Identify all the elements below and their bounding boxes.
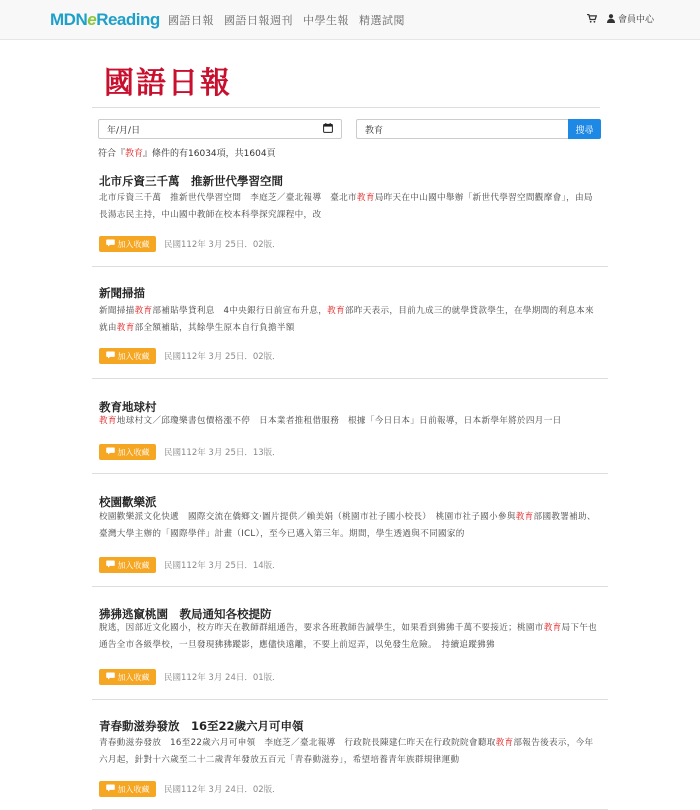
article-excerpt (99, 620, 601, 654)
article-title[interactable]: 校園歡樂派 (99, 495, 157, 509)
article-excerpt (99, 303, 601, 337)
article-meta (99, 236, 281, 252)
summary-keyword: 教育 (125, 149, 144, 159)
excerpt-text: 部補貼學貸利息 4中央銀行日前宣布升息， (152, 306, 328, 316)
add-favorite-button[interactable] (99, 669, 156, 685)
excerpt-text: 部昨天表示，目前九成三的就學貸款學生，在學期間的利息本來就由 (99, 306, 594, 333)
nav-links (168, 12, 405, 28)
cart-icon[interactable] (587, 14, 597, 23)
article-meta (99, 348, 281, 364)
article-item (92, 379, 608, 474)
article-date-page: 民國112年 3月 25日．02版． (164, 352, 281, 362)
nav-link-secondary-student[interactable]: 中學生報 (303, 14, 349, 27)
article-date-page: 民國112年 3月 25日．02版． (164, 240, 281, 250)
article-item (92, 587, 608, 700)
article-item (92, 700, 608, 810)
article-excerpt (99, 509, 601, 543)
excerpt-text: 校園歡樂派文化快遞 國際交流在僑鄉文‧圖片提供／賴美娟（桃園市社子國小校長） 桃園市社子國小參與 (99, 512, 516, 522)
add-favorite-button[interactable] (99, 348, 156, 364)
nav-right (587, 12, 654, 25)
article-meta (99, 444, 281, 460)
summary-prefix: 符合『 (98, 149, 126, 159)
masthead-divider (92, 107, 600, 108)
comment-icon (106, 239, 115, 249)
top-navbar (0, 0, 700, 40)
keyword-highlight: 教育 (99, 416, 117, 426)
nav-link-mandarin-daily[interactable]: 國語日報 (168, 14, 214, 27)
keyword-highlight: 教育 (134, 306, 153, 316)
article-title[interactable]: 北市斥資三千萬 推新世代學習空間 (99, 174, 283, 188)
article-item (92, 267, 608, 379)
excerpt-text: 青春動滋券發放 16至22歲六月可申領 李庭芝／臺北報導 行政院長陳建仁昨天在行政院院會聽取 (99, 738, 496, 748)
comment-icon (106, 351, 115, 361)
article-title[interactable]: 狒狒逃竄桃園 教局通知各校提防 (99, 607, 272, 621)
search-input-value: 教育 (365, 125, 384, 136)
comment-icon (106, 672, 115, 682)
article-date-page: 民國112年 3月 25日．13版． (164, 448, 281, 458)
add-favorite-label: 加入收藏 (117, 447, 150, 457)
summary-suffix: 』條件的有16034項，共1604頁 (143, 149, 276, 159)
add-favorite-button[interactable] (99, 557, 156, 573)
result-summary (98, 146, 276, 159)
logo-text-reading: Reading (96, 10, 160, 29)
nav-link-preview[interactable]: 精選試閱 (359, 14, 405, 27)
keyword-highlight: 教育 (515, 512, 534, 522)
add-favorite-button[interactable] (99, 236, 156, 252)
article-title[interactable]: 教育地球村 (99, 400, 157, 414)
add-favorite-button[interactable] (99, 781, 156, 797)
excerpt-text: 部全額補貼，其餘學生原本自行負擔半額 (134, 323, 295, 333)
article-date-page: 民國112年 3月 25日．14版． (164, 561, 281, 571)
article-item (92, 474, 608, 587)
keyword-highlight: 教育 (356, 193, 375, 203)
date-input[interactable] (98, 119, 342, 139)
article-meta (99, 557, 281, 573)
add-favorite-label: 加入收藏 (117, 239, 150, 249)
article-date-page: 民國112年 3月 24日．01版． (164, 673, 281, 683)
member-center-label: 會員中心 (617, 15, 654, 25)
comment-icon (106, 447, 115, 457)
user-icon (607, 14, 615, 23)
comment-icon (106, 560, 115, 570)
article-excerpt (99, 735, 601, 769)
article-meta (99, 781, 281, 797)
add-favorite-label: 加入收藏 (117, 672, 150, 682)
logo-text-e: e (87, 10, 97, 29)
excerpt-text: 局下午也通告全市各級學校，一旦發現狒狒蹤影，應儘快遠離，不要上前逗弄，以免發生危險。 持續追蹤狒狒 (99, 623, 598, 650)
masthead-text: 國語日報 (104, 66, 232, 101)
comment-icon (106, 784, 115, 794)
excerpt-text: 新聞掃描 (99, 306, 135, 316)
search-input[interactable] (356, 119, 568, 139)
logo-text-mdn: MDN (50, 10, 88, 29)
excerpt-text: 部國教署補助、臺灣大學主辦的「國際學伴」計畫（ICL），至今已邁入第三年。期間，學生透過與不同國家的 (99, 512, 596, 539)
article-excerpt (99, 413, 601, 430)
excerpt-text: 部報告後表示，今年六月起，針對十六歲至二十二歲青年發放五百元「青春動滋券」，希望培養青年族群規律運動 (99, 738, 594, 765)
date-placeholder: 年/月/日 (107, 125, 141, 136)
add-favorite-label: 加入收藏 (117, 351, 150, 361)
mandarin-daily-masthead-logo (104, 58, 264, 100)
article-excerpt (99, 190, 601, 224)
excerpt-text: 局昨天在中山國中舉辦「新世代學習空間觀摩會」，由局長湯志民主持，中山國中教師在校本科學探究課程中，改 (99, 193, 593, 220)
article-meta (99, 669, 281, 685)
excerpt-text: 地球村文／邱瓊樂書包價格漲不停 日本業者推租借服務 根據「今日日本」日前報導，日本新學年將於四月一日 (116, 416, 562, 426)
nav-link-weekly[interactable]: 國語日報週刊 (224, 14, 293, 27)
add-favorite-button[interactable] (99, 444, 156, 460)
keyword-highlight: 教育 (116, 323, 135, 333)
site-logo[interactable] (50, 10, 160, 30)
calendar-icon[interactable] (323, 123, 333, 136)
excerpt-text: 北市斥資三千萬 推新世代學習空間 李庭芝／臺北報導 臺北市 (99, 193, 357, 203)
article-item (92, 160, 608, 267)
add-favorite-label: 加入收藏 (117, 560, 150, 570)
keyword-highlight: 教育 (543, 623, 562, 633)
add-favorite-label: 加入收藏 (117, 784, 150, 794)
keyword-highlight: 教育 (327, 306, 345, 316)
article-date-page: 民國112年 3月 24日．02版． (164, 785, 281, 795)
search-button[interactable]: 搜尋 (568, 119, 601, 139)
article-title[interactable]: 新聞掃描 (99, 286, 145, 300)
keyword-highlight: 教育 (495, 738, 514, 748)
article-title[interactable]: 青春動滋券發放 16至22歲六月可申領 (99, 719, 304, 733)
member-center-link[interactable] (607, 12, 654, 25)
excerpt-text: 脫逃，因部近文化國小，校方昨天在教師群組通告，要求各班教師告誡學生，如果看到狒狒千萬不要接近；桃園市 (99, 623, 544, 633)
